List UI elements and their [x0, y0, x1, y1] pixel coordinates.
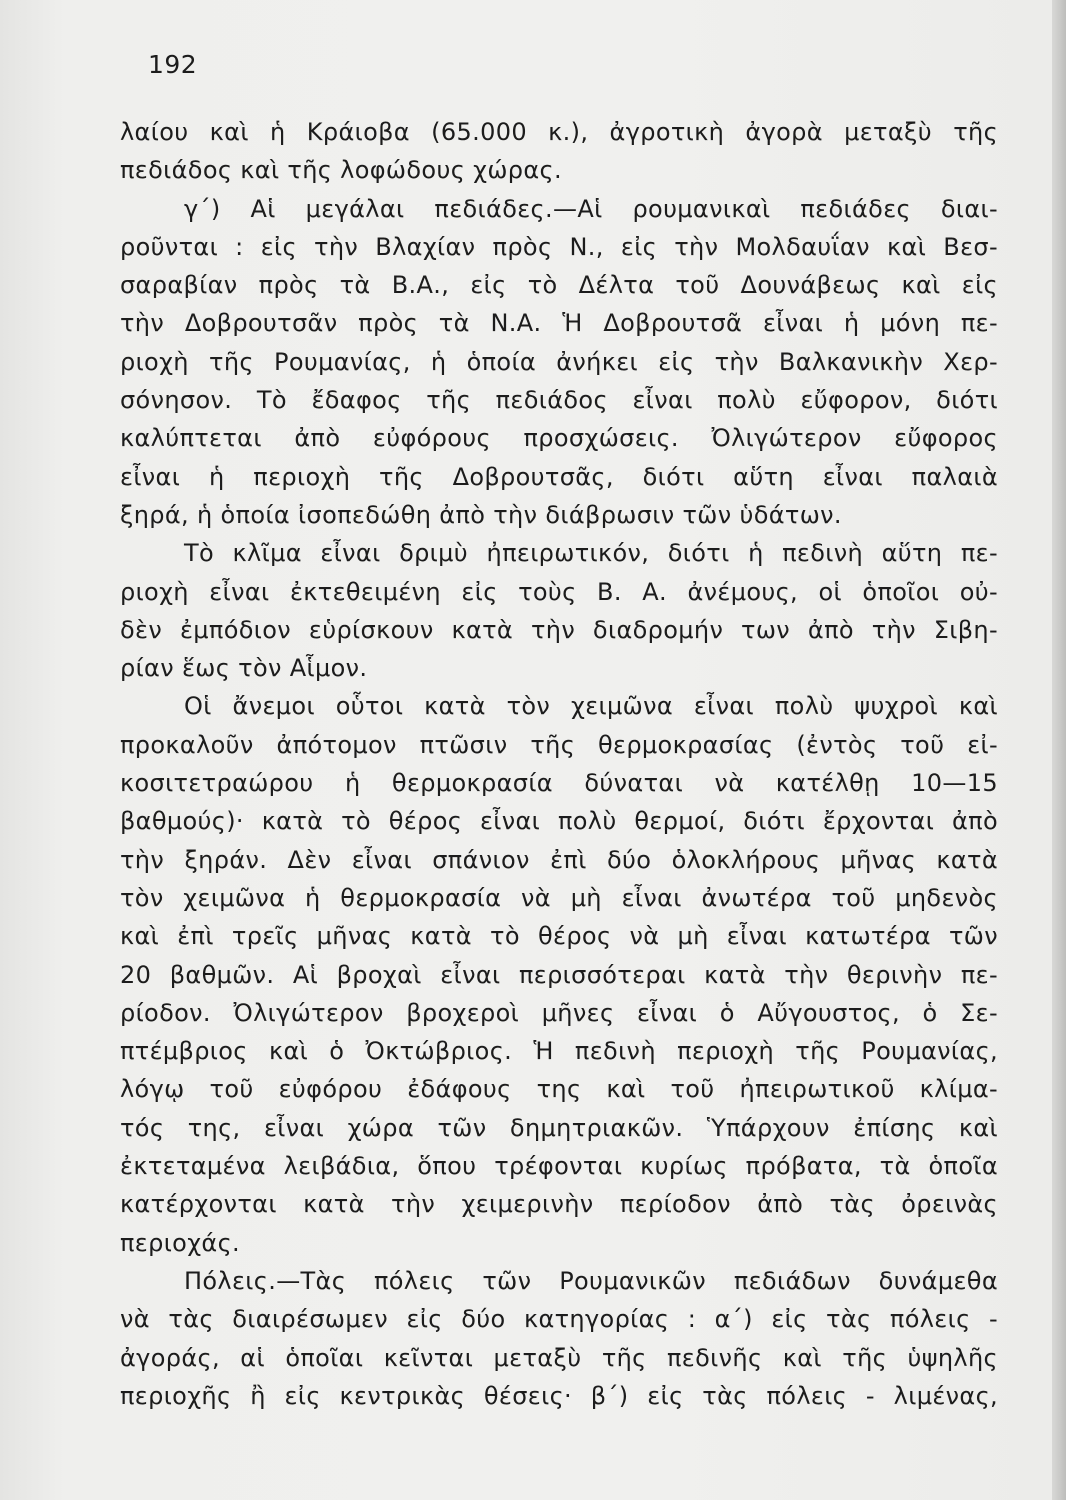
text-line: τὴν ξηράν. Δὲν εἶναι σπάνιον ἐπὶ δύο ὁλοκλήρους μῆνας κατὰ	[120, 845, 998, 874]
text-line: πτέμβριος καὶ ὁ Ὀκτώβριος. Ἡ πεδινὴ περιοχὴ τῆς Ρουμανίας,	[120, 1037, 998, 1066]
text-line: καλύπτεται ἀπὸ εὐφόρους προσχώσεις. Ὀλιγώτερον εὔφορος	[120, 424, 998, 453]
text-line: τὸν χειμῶνα ἡ θερμοκρασία νὰ μὴ εἶναι ἀνωτέρα τοῦ μηδενὸς	[120, 883, 998, 912]
text-line: τός της, εἶναι χώρα τῶν δημητριακῶν. Ὑπάρχουν ἐπίσης καὶ	[120, 1113, 998, 1142]
text-line: τὴν Δοβρουτσᾶν πρὸς τὰ Ν.Α. Ἡ Δοβρουτσᾶ εἶναι ἡ μόνη πε-	[120, 309, 998, 338]
text-line: ξηρά, ἡ ὁποία ἰσοπεδώθη ἀπὸ τὴν διάβρωσιν τῶν ὑδάτων.	[120, 500, 842, 529]
text-line: λόγῳ τοῦ εὐφόρου ἐδάφους της καὶ τοῦ ἠπειρωτικοῦ κλίμα-	[120, 1075, 998, 1104]
text-line: κοσιτετραώρου ἡ θερμοκρασία δύναται νὰ κατέλθῃ 10—15	[120, 769, 998, 798]
text-line: εἶναι ἡ περιοχὴ τῆς Δοβρουτσᾶς, διότι αὕτη εἶναι παλαιὰ	[120, 462, 998, 491]
text-line: ριοχὴ εἶναι ἐκτεθειμένη εἰς τοὺς Β. Α. ἀνέμους, οἱ ὁποῖοι οὐ-	[120, 577, 998, 606]
body-text	[120, 113, 998, 1415]
text-line: νὰ τὰς διαιρέσωμεν εἰς δύο κατηγορίας : α΄) εἰς τὰς πόλεις -	[120, 1305, 998, 1334]
text-line: δὲν ἐμπόδιον εὑρίσκουν κατὰ τὴν διαδρομήν των ἀπὸ τὴν Σιβη-	[120, 615, 998, 644]
text-line: λαίου καὶ ἡ Κράιοβα (65.000 κ.), ἀγροτικὴ ἀγορὰ μεταξὺ τῆς	[120, 118, 998, 146]
text-line: ρίοδον. Ὀλιγώτερον βροχεροὶ μῆνες εἶναι ὁ Αὔγουστος, ὁ Σε-	[120, 998, 998, 1027]
text-line: σαραβίαν πρὸς τὰ Β.Α., εἰς τὸ Δέλτα τοῦ Δουνάβεως καὶ εἰς	[120, 271, 998, 300]
text-line: πεδιάδος καὶ τῆς λοφώδους χώρας.	[120, 156, 562, 185]
text-line: ἀγοράς, αἱ ὁποῖαι κεῖνται μεταξὺ τῆς πεδινῆς καὶ τῆς ὑψηλῆς	[120, 1343, 998, 1372]
text-line: Τὸ κλῖμα εἶναι δριμὺ ἠπειρωτικόν, διότι ἡ πεδινὴ αὕτη πε-	[184, 539, 998, 568]
text-line: περιοχῆς ἢ εἰς κεντρικὰς θέσεις· β΄) εἰς τὰς πόλεις - λιμένας,	[120, 1381, 998, 1410]
page-fold-shadow	[1052, 0, 1066, 1500]
text-line: ρίαν ἕως τὸν Αἷμον.	[120, 654, 368, 683]
text-line: κατέρχονται κατὰ τὴν χειμερινὴν περίοδον ἀπὸ τὰς ὀρεινὰς	[120, 1190, 998, 1219]
text-line: περιοχάς.	[120, 1228, 241, 1257]
text-line: προκαλοῦν ἀπότομον πτῶσιν τῆς θερμοκρασίας (ἐντὸς τοῦ εἰ-	[120, 730, 998, 759]
text-line: βαθμούς)· κατὰ τὸ θέρος εἶναι πολὺ θερμοί, διότι ἔρχονται ἀπὸ	[120, 807, 998, 836]
text-line: ροῦνται : εἰς τὴν Βλαχίαν πρὸς Ν., εἰς τὴν Μολδαυΐαν καὶ Βεσ-	[120, 232, 998, 261]
text-line: ἐκτεταμένα λειβάδια, ὅπου τρέφονται κυρίως πρόβατα, τὰ ὁποῖα	[120, 1152, 998, 1181]
text-line: καὶ ἐπὶ τρεῖς μῆνας κατὰ τὸ θέρος νὰ μὴ εἶναι κατωτέρα τῶν	[120, 922, 998, 951]
text-line: Πόλεις.—Τὰς πόλεις τῶν Ρουμανικῶν πεδιάδων δυνάμεθα	[184, 1266, 998, 1295]
page-number: 192	[148, 50, 198, 79]
text-line: 20 βαθμῶν. Αἱ βροχαὶ εἶναι περισσότεραι κατὰ τὴν θερινὴν πε-	[120, 960, 998, 989]
text-line: Οἱ ἄνεμοι οὗτοι κατὰ τὸν χειμῶνα εἶναι πολὺ ψυχροὶ καὶ	[184, 692, 998, 721]
text-line: σόνησον. Τὸ ἔδαφος τῆς πεδιάδος εἶναι πολὺ εὔφορον, διότι	[120, 386, 998, 415]
text-line: ριοχὴ τῆς Ρουμανίας, ἡ ὁποία ἀνήκει εἰς τὴν Βαλκανικὴν Χερ-	[120, 347, 998, 376]
text-line: γ΄) Αἱ μεγάλαι πεδιάδες.—Αἱ ρουμανικαὶ πεδιάδες διαι-	[184, 194, 998, 223]
